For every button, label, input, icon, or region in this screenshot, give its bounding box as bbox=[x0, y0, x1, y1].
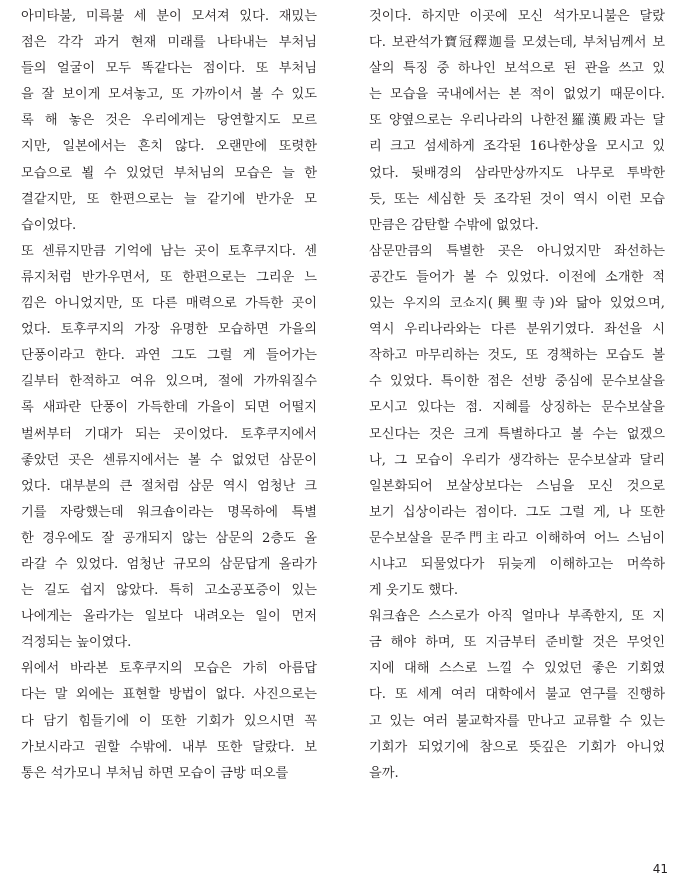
text-line: 통은 석가모니 부처님 하면 모습이 금방 떠오를 bbox=[21, 765, 289, 781]
text-line: 모습으로 뵐 수 있었던 부처님의 모습은 늘 한 bbox=[21, 165, 317, 181]
text-line: 또 센류지만큼 기억에 남는 곳이 토후쿠지다. 센 bbox=[21, 243, 317, 259]
text-line: 다. 또 세계 여러 대학에서 불교 연구를 진행하 bbox=[369, 687, 665, 703]
text-line: 들의 얼굴이 모두 똑같다는 점이다. 또 부처님 bbox=[21, 61, 317, 77]
text-line: 있는 우지의 코쇼지(興聖寺)와 닮아 있었으며, bbox=[369, 296, 665, 312]
text-line: 아미타불, 미륵불 세 분이 모셔져 있다. 재밌는 bbox=[21, 9, 317, 24]
text-line: 기를 자랑했는데 워크숍이라는 명목하에 특별 bbox=[21, 504, 317, 520]
text-line: 을까. bbox=[369, 765, 399, 781]
text-line: 록 해 놓은 것은 우리에게는 당연할지도 모르 bbox=[21, 113, 317, 129]
text-line: 만큼은 감탄할 수밖에 없었다. bbox=[369, 217, 539, 233]
text-line: 위에서 바라본 토후쿠지의 모습은 가히 아름답 bbox=[21, 661, 317, 677]
text-line: 었다. 토후쿠지의 가장 유명한 모습하면 가을의 bbox=[21, 322, 317, 338]
left-text-column bbox=[21, 4, 317, 787]
text-line: 단풍이라고 한다. 과연 그도 그럴 게 들어가는 bbox=[21, 348, 317, 364]
text-line: 금 해야 하며, 또 지금부터 준비할 것은 무엇인 bbox=[369, 635, 665, 651]
text-line: 걱정되는 높이였다. bbox=[21, 635, 132, 651]
text-line: 벌써부터 기대가 되는 곳이었다. 토후쿠지에서 bbox=[21, 426, 317, 442]
text-line: 가보시라고 권할 수밖에. 내부 또한 달랐다. 보 bbox=[21, 739, 317, 755]
text-line: 낌은 아니었지만, 또 다른 매력으로 가득한 곳이 bbox=[21, 296, 317, 312]
text-line: 또 양옆으로는 우리나라의 나한전羅漢殿과는 달 bbox=[369, 113, 665, 129]
text-line: 게 웃기도 했다. bbox=[369, 583, 459, 599]
text-line: 좋았던 곳은 센류지에서는 볼 수 없었던 삼문이 bbox=[21, 452, 317, 468]
text-line: 시냐고 되물었다가 뒤늦게 이해하고는 머쓱하 bbox=[369, 556, 665, 572]
text-line: 는 모습을 국내에서는 본 적이 없었기 때문이다. bbox=[369, 87, 665, 103]
text-line: 작하고 마무리하는 것도, 또 경책하는 모습도 볼 bbox=[369, 348, 665, 364]
text-line: 었다. 뒷배경의 삼라만상까지도 나무로 투박한 bbox=[369, 165, 665, 181]
text-line: 록 새파란 단풍이 가득한데 가을이 되면 어떨지 bbox=[21, 400, 317, 416]
right-text-column bbox=[369, 4, 665, 787]
page-number: 41 bbox=[652, 862, 668, 876]
text-line: 는 길도 쉽지 않았다. 특히 고소공포증이 있는 bbox=[21, 583, 317, 599]
text-line: 나에게는 올라가는 일보다 내려오는 일이 먼저 bbox=[21, 609, 317, 625]
text-line: 듯, 또는 세심한 듯 조각된 것이 역시 이런 모습 bbox=[369, 191, 665, 207]
text-line: 보기 십상이라는 점이다. 그도 그럴 게, 나 또한 bbox=[369, 504, 665, 520]
text-line: 모시고 있다는 점. 지혜를 상징하는 문수보살을 bbox=[369, 400, 665, 416]
text-line: 점은 각각 과거 현재 미래를 나타내는 부처님 bbox=[21, 35, 317, 51]
text-line: 었다. 대부분의 큰 절처럼 삼문 역시 엄청난 크 bbox=[21, 478, 317, 494]
text-line: 모신다는 것은 크게 특별하다고 볼 수는 없겠으 bbox=[369, 426, 665, 442]
text-line: 다 담기 힘들기에 이 또한 기회가 있으시면 꼭 bbox=[21, 713, 317, 729]
text-line: 수 있었다. 특이한 점은 선방 중심에 문수보살을 bbox=[369, 374, 665, 390]
text-line: 결같지만, 또 한편으로는 늘 같기에 반가운 모 bbox=[21, 191, 317, 207]
text-line: 나, 그 모습이 우리가 생각하는 문수보살과 달리 bbox=[369, 452, 665, 468]
text-line: 지에 대해 스스로 느낄 수 있었던 좋은 기회였 bbox=[369, 661, 665, 677]
text-line: 다는 말 외에는 표현할 방법이 없다. 사진으로는 bbox=[21, 687, 317, 703]
text-line: 지만, 일본에서는 흔치 않다. 오랜만에 또렷한 bbox=[21, 139, 317, 155]
text-line: 고 있는 여러 불교학자를 만나고 교류할 수 있는 bbox=[369, 713, 665, 729]
text-line: 문수보살을 문주門主라고 이해하여 어느 스님이 bbox=[369, 530, 665, 546]
text-line: 리 크고 섬세하게 조각된 16나한상을 모시고 있 bbox=[369, 139, 665, 155]
text-line: 라갈 수 있었다. 엄청난 규모의 삼문답게 올라가 bbox=[21, 556, 317, 572]
text-line: 살의 특징 중 하나인 보석으로 된 관을 쓰고 있 bbox=[369, 61, 665, 77]
text-line: 습이었다. bbox=[21, 217, 77, 233]
text-line: 일본화되어 보살상보다는 스님을 모신 것으로 bbox=[369, 478, 665, 494]
text-line: 기회가 되었기에 참으로 뜻깊은 기회가 아니었 bbox=[369, 739, 665, 755]
text-line: 워크숍은 스스로가 아직 얼마나 부족한지, 또 지 bbox=[369, 609, 665, 625]
text-line: 것이다. 하지만 이곳에 모신 석가모니불은 달랐 bbox=[369, 9, 665, 24]
text-line: 길부터 한적하고 여유 있으며, 절에 가까워질수 bbox=[21, 374, 317, 390]
text-line: 다. 보관석가寶冠釋迦를 모셨는데, 부처님께서 보 bbox=[369, 35, 665, 51]
text-line: 역시 우리나라와는 다른 분위기였다. 좌선을 시 bbox=[369, 322, 665, 338]
text-line: 공간도 들어가 볼 수 있었다. 이전에 소개한 적 bbox=[369, 269, 665, 285]
text-line: 류지처럼 반가우면서, 또 한편으로는 그리운 느 bbox=[21, 269, 317, 285]
text-line: 한 경우에도 잘 공개되지 않는 삼문의 2층도 올 bbox=[21, 530, 317, 546]
text-line: 삼문만큼의 특별한 곳은 아니었지만 좌선하는 bbox=[369, 243, 665, 259]
text-line: 을 잘 보이게 모셔놓고, 또 가까이서 볼 수 있도 bbox=[21, 87, 317, 103]
